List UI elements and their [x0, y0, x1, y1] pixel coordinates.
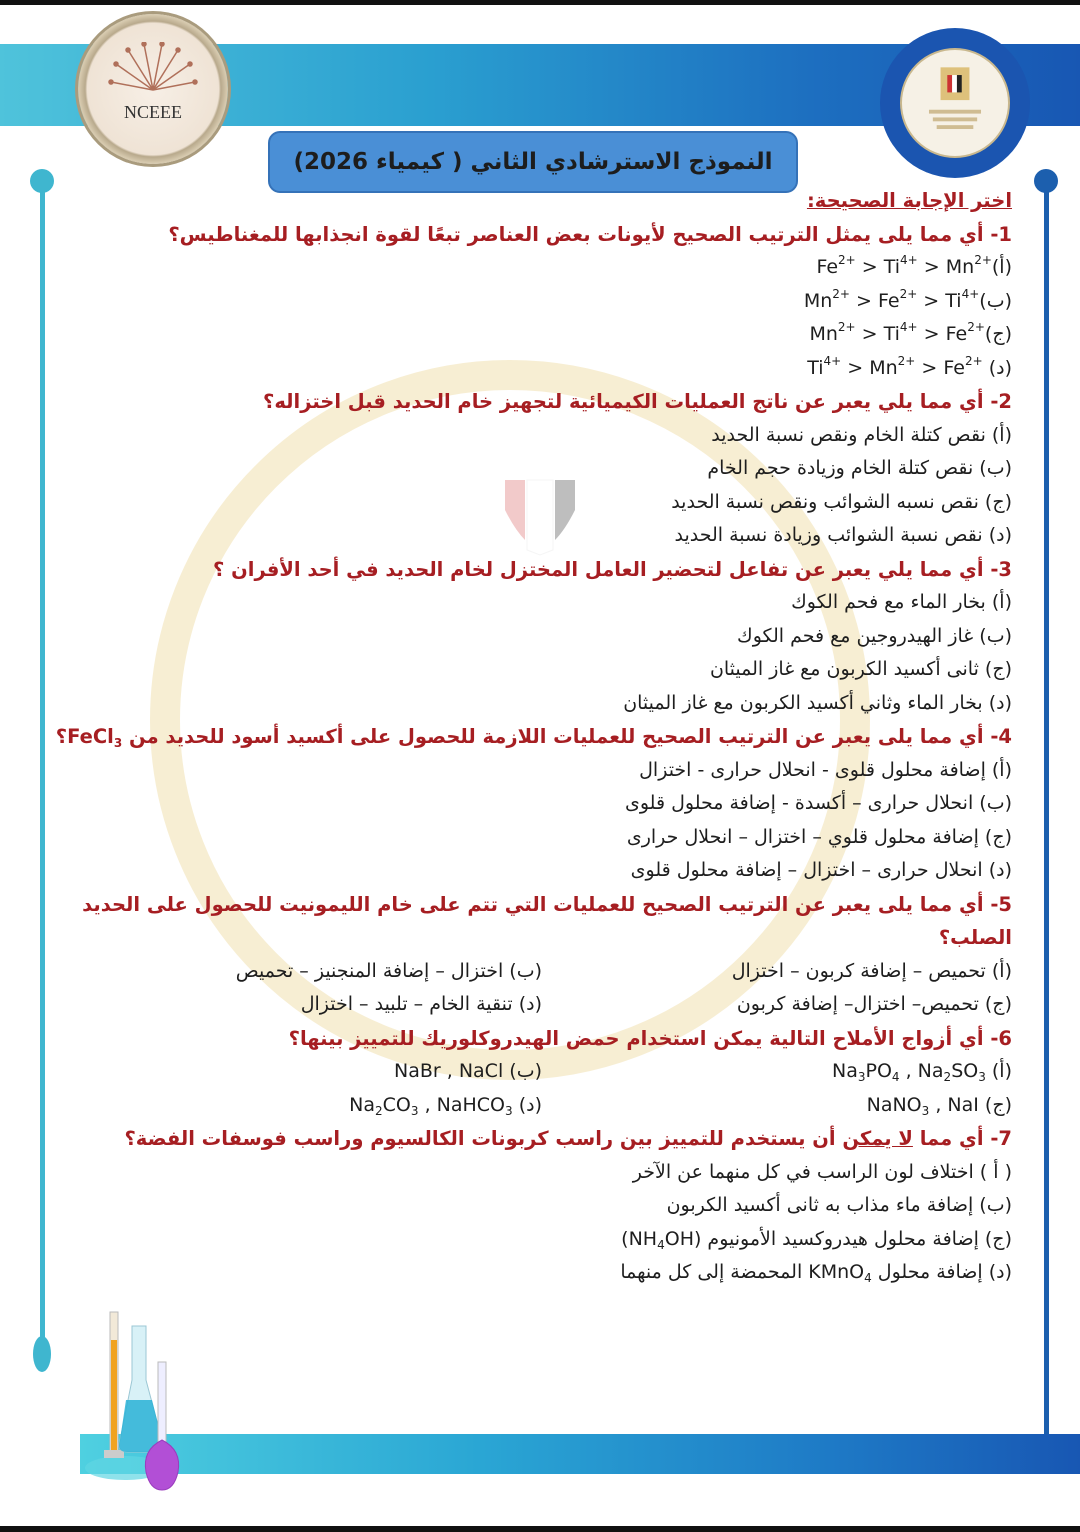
scales-rays-icon [106, 42, 200, 92]
option-label: (ج) [984, 323, 1012, 345]
q3-option-b[interactable]: (ب) غاز الهيدروجين مع فحم الكوك [737, 624, 1012, 647]
option-formula: KMnO$_4$ [808, 1261, 872, 1285]
question-number: 1- [990, 222, 1012, 246]
eagle-emblem-icon [902, 50, 1008, 156]
q1-option-b[interactable] [90, 285, 1012, 319]
q6-options-row-2 [90, 1089, 1012, 1123]
question-6 [90, 1022, 1012, 1056]
page-title-text: النموذج الاسترشادي الثاني ( كيمياء 2026) [293, 149, 773, 175]
ministry-logo [880, 28, 1030, 178]
option-text: المحمضة إلى كل منهما [620, 1261, 809, 1283]
q5-options-row-2 [90, 988, 1012, 1022]
option-formula: NaNO$_3$ , NaI [866, 1093, 979, 1118]
q2-option-b[interactable]: (ب) نقص كتلة الخام وزيادة حجم الخام [707, 457, 1012, 479]
q3-option-d[interactable]: (د) بخار الماء وثاني أكسيد الكربون مع غاز الميثان [623, 691, 1012, 714]
question-number: 6- [990, 1026, 1012, 1050]
question-3 [90, 553, 1012, 587]
question-text: أي مما يلى يعبر عن الترتيب الصحيح للعمليات التي تتم على خام الليمونيت للحصول على الحديد [82, 892, 984, 916]
q4-option-b[interactable]: (ب) انحلال حرارى – أكسدة - إضافة محلول قلوى [625, 792, 1012, 814]
exam-content [55, 184, 1012, 1290]
bottom-edge-bar [0, 1526, 1080, 1532]
right-frame-rail [1044, 182, 1049, 1437]
q5-option-d[interactable]: (د) تنقية الخام – تلبيد – اختزال [300, 993, 542, 1015]
question-text: أي مما يلى يعبر عن الترتيب الصحيح للعمليات اللازمة للحصول على أكسيد أسود للحديد من [129, 725, 984, 748]
q6-option-a[interactable] [542, 1055, 1012, 1089]
question-7 [90, 1122, 1012, 1156]
q2-option-c[interactable]: (ج) نقص نسبه الشوائب ونقص نسبة الحديد [671, 490, 1012, 513]
question-2 [90, 385, 1012, 419]
option-label: (أ) [991, 1060, 1012, 1082]
option-label: (د) [518, 1093, 542, 1116]
option-label: (أ) [991, 256, 1012, 278]
q6-option-d[interactable] [90, 1089, 542, 1123]
q6-option-c[interactable] [542, 1089, 1012, 1123]
q7-option-a[interactable]: ( أ ) اختلاف لون الراسب في كل منهما عن الآخر [632, 1160, 1012, 1183]
option-formula: $Fe^{2+} > Ti^{4+} > Mn^{2+}$ [816, 253, 992, 278]
q1-option-a[interactable] [90, 251, 1012, 285]
question-number: 5- [990, 892, 1012, 916]
option-text: (د) إضافة محلول [871, 1261, 1012, 1283]
question-formula: FeCl$_3$ [67, 725, 123, 750]
question-number: 3- [990, 557, 1012, 581]
q2-option-d[interactable]: (د) نقص نسبة الشوائب وزيادة نسبة الحديد [674, 524, 1012, 546]
option-label: (ب) [979, 289, 1012, 312]
q5-option-b[interactable]: (ب) اختزال – إضافة المنجنيز – تحميص [235, 959, 542, 982]
q5-option-a[interactable]: (أ) تحميص – إضافة كربون – اختزال [731, 959, 1012, 982]
option-formula: $(NH_4OH)$ [621, 1227, 702, 1252]
q6-option-b[interactable] [90, 1055, 542, 1089]
right-rail-knob [1034, 169, 1058, 193]
question-text: أي أزواج الأملاح التالية يمكن استخدام حمض الهيدروكلوريك للتمييز بينها؟ [288, 1026, 984, 1050]
option-label: (د) [988, 356, 1012, 379]
question-number: 4- [990, 725, 1012, 748]
question-number: 2- [990, 390, 1012, 413]
question-mark: ؟ [55, 725, 68, 748]
question-5 [82, 888, 1012, 922]
q1-option-c[interactable] [90, 318, 1012, 352]
question-number: 7- [990, 1127, 1012, 1150]
left-frame-rail [40, 182, 45, 1360]
q1-option-d[interactable] [90, 352, 1012, 386]
q3-option-a[interactable]: (أ) بخار الماء مع فحم الكوك [791, 591, 1012, 613]
q6-options-row-1 [90, 1055, 1012, 1089]
option-formula: $Na_3PO_4$ , $Na_2SO_3$ [832, 1060, 986, 1084]
q7-option-d[interactable] [90, 1256, 1012, 1290]
lab-glassware-icon [70, 1300, 240, 1500]
q2-option-a[interactable]: (أ) نقص كتلة الخام ونقص نسبة الحديد [711, 423, 1012, 446]
option-formula: $Mn^{2+} > Fe^{2+} > Ti^{4+}$ [803, 286, 980, 312]
question-text: أي مما يلي يعبر عن ناتج العمليات الكيميائية لتجهيز خام الحديد قبل اختزاله؟ [263, 390, 984, 413]
left-rail-knob [30, 169, 54, 193]
option-label: (ب) [509, 1060, 542, 1082]
question-5-continued: الصلب؟ [938, 926, 1012, 949]
nceee-logo-text: NCEEE [124, 102, 182, 122]
ministry-logo-inner [900, 48, 1010, 158]
q4-option-c[interactable]: (ج) إضافة محلول قلوي – اختزال – انحلال حرارى [626, 825, 1012, 848]
option-text: (ج) إضافة محلول هيدروكسيد الأمونيوم [701, 1227, 1012, 1250]
question-1 [90, 218, 1012, 252]
option-formula: NaBr , NaCl [394, 1060, 504, 1082]
q5-options-row-1 [90, 955, 1012, 989]
q3-option-c[interactable]: (ج) ثانى أكسيد الكربون مع غاز الميثان [709, 658, 1012, 680]
option-label: (ج) [984, 1093, 1012, 1116]
left-rail-drop [33, 1336, 51, 1372]
question-text: أي مما يلى يمثل الترتيب الصحيح لأيونات بعض العناصر تبعًا لقوة انجذابها للمغناطيس؟ [168, 222, 984, 246]
top-edge-bar [0, 0, 1080, 5]
q4-option-d[interactable]: (د) انحلال حرارى – اختزال – إضافة محلول قلوى [630, 859, 1012, 881]
option-formula: $Na_2CO_3$ , NaHCO$_3$ [349, 1093, 513, 1118]
question-text-negation: لا يمكن [842, 1127, 913, 1150]
option-formula: $Mn^{2+} > Ti^{4+} > Fe^{2+}$ [809, 320, 985, 345]
question-text-pre: أي مما [919, 1127, 984, 1150]
q5-option-c[interactable]: (ج) تحميص– اختزال– إضافة كربون [736, 993, 1012, 1015]
question-text: أي مما يلي يعبر عن تفاعل لتحضير العامل المختزل لخام الحديد في أحد الأفران ؟ [213, 557, 984, 581]
instructions-heading: اختر الإجابة الصحيحة: [806, 189, 1012, 212]
question-text-post: أن يستخدم للتمييز بين راسب كربونات الكالسيوم وراسب فوسفات الفضة؟ [124, 1127, 843, 1150]
q7-option-b[interactable]: (ب) إضافة ماء مذاب به ثانى أكسيد الكربون [666, 1194, 1012, 1216]
option-formula: $Ti^{4+} > Mn^{2+} > Fe^{2+}$ [807, 353, 983, 379]
question-4 [55, 720, 1012, 754]
q7-option-c[interactable] [90, 1223, 1012, 1257]
nceee-logo [78, 14, 228, 164]
q4-option-a[interactable]: (أ) إضافة محلول قلوى - انحلال حرارى - اختزال [639, 758, 1012, 781]
